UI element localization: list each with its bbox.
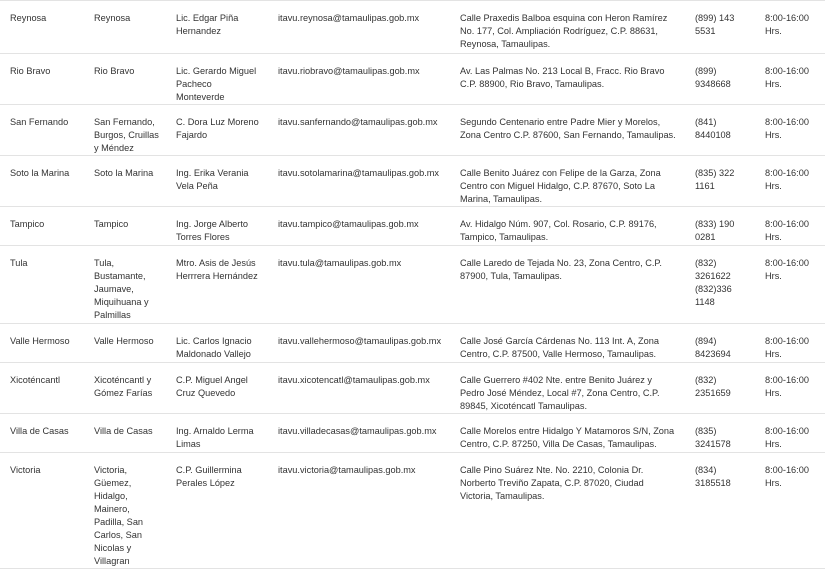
city-cell: Tampico xyxy=(0,207,84,246)
manager-cell: Ing. Erika Verania Vela Peña xyxy=(166,156,268,207)
city-cell: San Fernando xyxy=(0,105,84,156)
address-cell: Calle Praxedis Balboa esquina con Heron Ramírez No. 177, Col. Ampliación Rodríguez, C.P. 88631, Reynosa, Tamaulipas. xyxy=(450,1,685,54)
city-cell: Valle Hermoso xyxy=(0,324,84,363)
municipalities-cell: Valle Hermoso xyxy=(84,324,166,363)
city-cell: Soto la Marina xyxy=(0,156,84,207)
hours-cell: 8:00-16:00 Hrs. xyxy=(755,105,825,156)
hours-cell: 8:00-16:00 Hrs. xyxy=(755,246,825,324)
table-row xyxy=(0,363,825,414)
email-cell: itavu.victoria@tamaulipas.gob.mx xyxy=(268,453,450,569)
municipalities-cell: Tampico xyxy=(84,207,166,246)
phone-cell: (899) 143 5531 xyxy=(685,1,755,54)
municipalities-cell: Victoria, Güemez, Hidalgo, Mainero, Padilla, San Carlos, San Nicolas y Villagran xyxy=(84,453,166,569)
phone-cell: (833) 190 0281 xyxy=(685,207,755,246)
email-cell: itavu.sotolamarina@tamaulipas.gob.mx xyxy=(268,156,450,207)
table-row xyxy=(0,1,825,54)
manager-cell: C. Dora Luz Moreno Fajardo xyxy=(166,105,268,156)
manager-cell: C.P. Miguel Angel Cruz Quevedo xyxy=(166,363,268,414)
phone-cell: (841) 8440108 xyxy=(685,105,755,156)
manager-cell: Ing. Arnaldo Lerma Limas xyxy=(166,414,268,453)
phone-cell: (832) 3261622 (832)336 1148 xyxy=(685,246,755,324)
hours-cell: 8:00-16:00 Hrs. xyxy=(755,324,825,363)
phone-cell: (835) 322 1161 xyxy=(685,156,755,207)
table-row xyxy=(0,414,825,453)
table-row xyxy=(0,105,825,156)
municipalities-cell: Rio Bravo xyxy=(84,54,166,105)
municipalities-cell: Reynosa xyxy=(84,1,166,54)
phone-cell: (899) 9348668 xyxy=(685,54,755,105)
address-cell: Segundo Centenario entre Padre Mier y Morelos, Zona Centro C.P. 87600, San Fernando, Tamaulipas. xyxy=(450,105,685,156)
city-cell: Tula xyxy=(0,246,84,324)
manager-cell: Lic. Carlos Ignacio Maldonado Vallejo xyxy=(166,324,268,363)
municipalities-cell: San Fernando, Burgos, Cruillas y Méndez xyxy=(84,105,166,156)
hours-cell: 8:00-16:00 Hrs. xyxy=(755,1,825,54)
address-cell: Av. Las Palmas No. 213 Local B, Fracc. Rio Bravo C.P. 88900, Rio Bravo, Tamaulipas. xyxy=(450,54,685,105)
phone-cell: (832) 2351659 xyxy=(685,363,755,414)
address-cell: Calle Morelos entre Hidalgo Y Matamoros S/N, Zona Centro, C.P. 87250, Villa De Casas, Tamaulipas. xyxy=(450,414,685,453)
municipalities-cell: Soto la Marina xyxy=(84,156,166,207)
phone-cell: (894) 8423694 xyxy=(685,324,755,363)
table-row xyxy=(0,246,825,324)
table-row xyxy=(0,54,825,105)
hours-cell: 8:00-16:00 Hrs. xyxy=(755,453,825,569)
table-row xyxy=(0,324,825,363)
manager-cell: Lic. Gerardo Miguel Pacheco Monteverde xyxy=(166,54,268,105)
manager-cell: Ing. Jorge Alberto Torres Flores xyxy=(166,207,268,246)
email-cell: itavu.tula@tamaulipas.gob.mx xyxy=(268,246,450,324)
email-cell: itavu.villadecasas@tamaulipas.gob.mx xyxy=(268,414,450,453)
email-cell: itavu.xicotencatl@tamaulipas.gob.mx xyxy=(268,363,450,414)
municipalities-cell: Villa de Casas xyxy=(84,414,166,453)
email-cell: itavu.sanfernando@tamaulipas.gob.mx xyxy=(268,105,450,156)
city-cell: Victoria xyxy=(0,453,84,569)
address-cell: Calle Benito Juárez con Felipe de la Garza, Zona Centro con Miguel Hidalgo, C.P. 87670, Soto La Marina, Tamaulipas. xyxy=(450,156,685,207)
hours-cell: 8:00-16:00 Hrs. xyxy=(755,207,825,246)
address-cell: Av. Hidalgo Núm. 907, Col. Rosario, C.P. 89176, Tampico, Tamaulipas. xyxy=(450,207,685,246)
address-cell: Calle José García Cárdenas No. 113 Int. A, Zona Centro, C.P. 87500, Valle Hermoso, Tamaulipas. xyxy=(450,324,685,363)
hours-cell: 8:00-16:00 Hrs. xyxy=(755,156,825,207)
email-cell: itavu.reynosa@tamaulipas.gob.mx xyxy=(268,1,450,54)
city-cell: Villa de Casas xyxy=(0,414,84,453)
email-cell: itavu.riobravo@tamaulipas.gob.mx xyxy=(268,54,450,105)
table-row xyxy=(0,156,825,207)
city-cell: Rio Bravo xyxy=(0,54,84,105)
table-row xyxy=(0,207,825,246)
phone-cell: (835) 3241578 xyxy=(685,414,755,453)
phone-cell: (834) 3185518 xyxy=(685,453,755,569)
city-cell: Reynosa xyxy=(0,1,84,54)
email-cell: itavu.tampico@tamaulipas.gob.mx xyxy=(268,207,450,246)
manager-cell: Lic. Edgar Piña Hernandez xyxy=(166,1,268,54)
address-cell: Calle Pino Suárez Nte. No. 2210, Colonia Dr. Norberto Treviño Zapata, C.P. 87020, Ciudad Victoria, Tamaulipas. xyxy=(450,453,685,569)
city-cell: Xicoténcantl xyxy=(0,363,84,414)
hours-cell: 8:00-16:00 Hrs. xyxy=(755,363,825,414)
hours-cell: 8:00-16:00 Hrs. xyxy=(755,54,825,105)
table-row xyxy=(0,453,825,569)
manager-cell: Mtro. Asis de Jesús Herrrera Hernández xyxy=(166,246,268,324)
municipalities-cell: Tula, Bustamante, Jaumave, Miquihuana y Palmillas xyxy=(84,246,166,324)
email-cell: itavu.vallehermoso@tamaulipas.gob.mx xyxy=(268,324,450,363)
address-cell: Calle Laredo de Tejada No. 23, Zona Centro, C.P. 87900, Tula, Tamaulipas. xyxy=(450,246,685,324)
hours-cell: 8:00-16:00 Hrs. xyxy=(755,414,825,453)
address-cell: Calle Guerrero #402 Nte. entre Benito Juárez y Pedro José Méndez, Local #7, Zona Centro, C.P. 89845, Xicoténcatl Tamaulipas. xyxy=(450,363,685,414)
municipalities-cell: Xicoténcantl y Gómez Farías xyxy=(84,363,166,414)
manager-cell: C.P. Guillermina Perales López xyxy=(166,453,268,569)
